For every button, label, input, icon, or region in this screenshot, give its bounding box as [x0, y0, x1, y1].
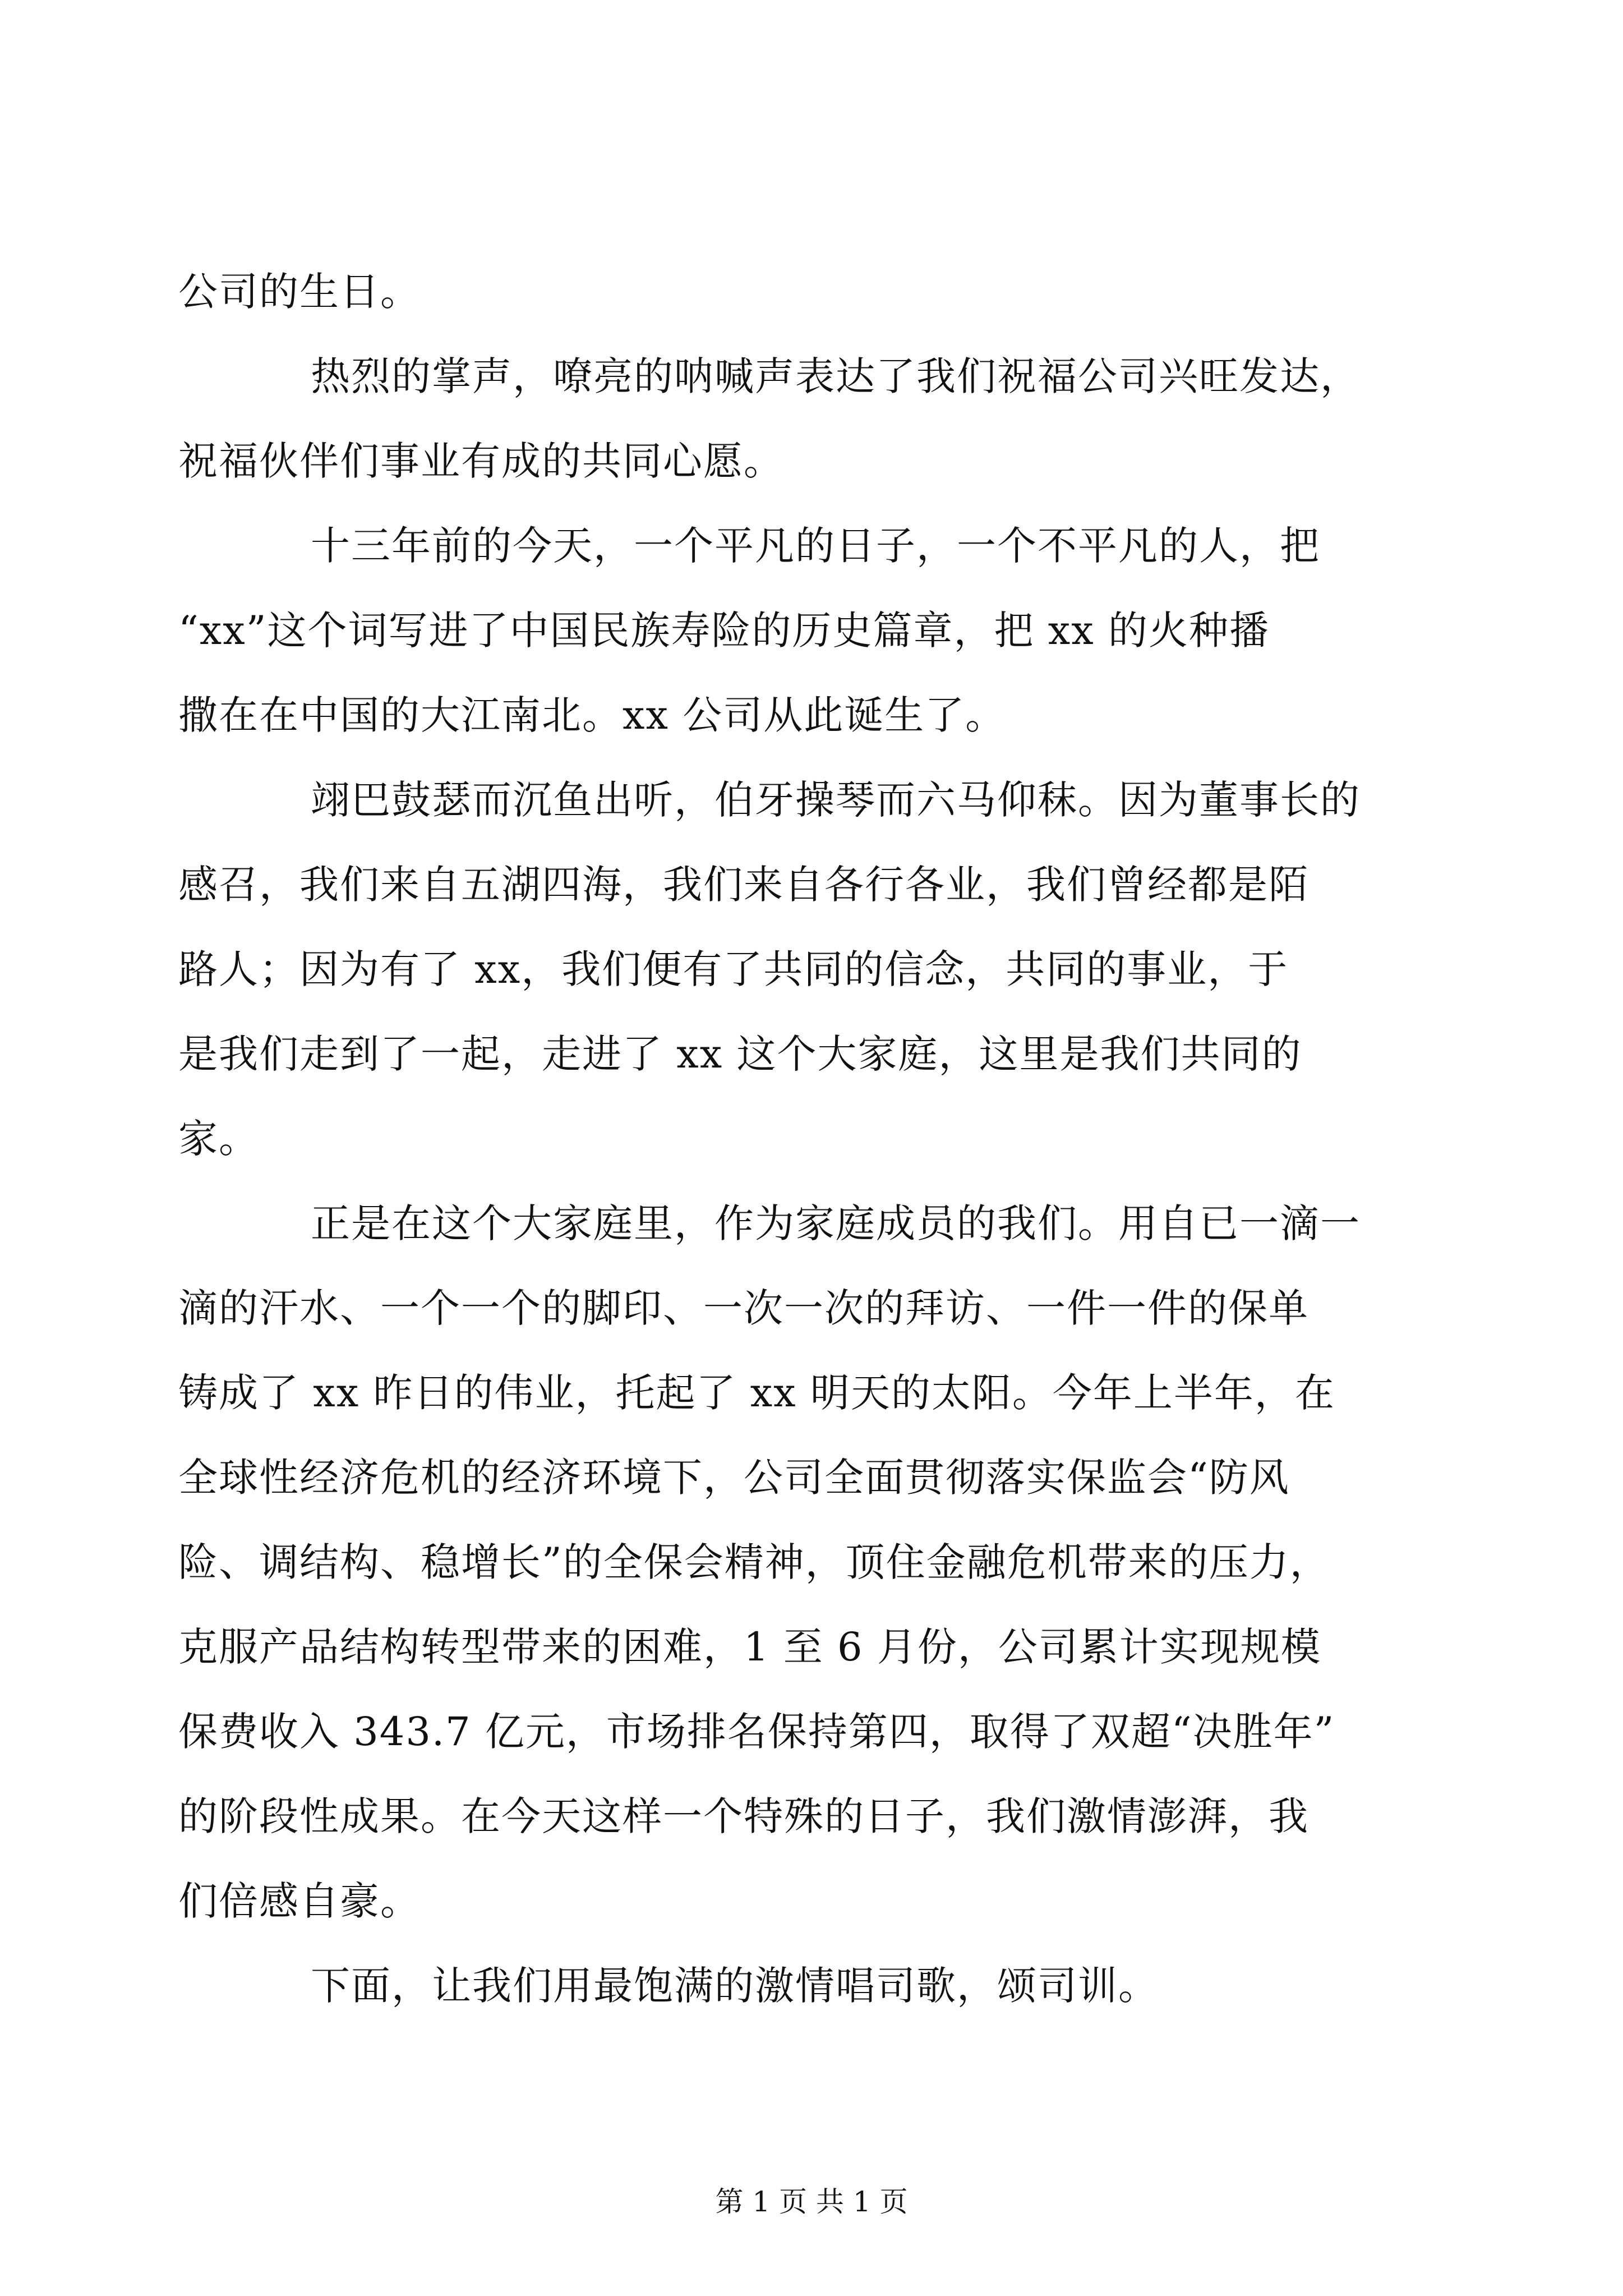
text-line: 路人；因为有了 xx，我们便有了共同的信念，共同的事业，于	[178, 946, 1289, 992]
text-line: 克服产品结构转型带来的困难，1 至 6 月份，公司累计实现规模	[178, 1624, 1321, 1670]
text-line: 正是在这个大家庭里，作为家庭成员的我们。用自已一滴一	[311, 1200, 1361, 1246]
page-footer: 第 1 页 共 1 页	[715, 2185, 908, 2218]
text-line: 家。	[178, 1116, 259, 1162]
text-line: 险、调结构、稳增长”的全保会精神，顶住金融危机带来的压力，	[178, 1539, 1330, 1585]
text-line: 保费收入 343.7 亿元，市场排名保持第四，取得了双超“决胜年”	[178, 1709, 1335, 1755]
text-line: 是我们走到了一起，走进了 xx 这个大家庭，这里是我们共同的	[178, 1031, 1302, 1077]
text-line: 十三年前的今天，一个平凡的日子，一个不平凡的人，把	[311, 523, 1320, 569]
text-line: 翊巴鼓瑟而沉鱼出听，伯牙操琴而六马仰秣。因为董事长的	[311, 777, 1361, 823]
text-line: 祝福伙伴们事业有成的共同心愿。	[178, 438, 784, 484]
text-line: 滴的汗水、一个一个的脚印、一次一次的拜访、一件一件的保单	[178, 1285, 1309, 1331]
text-line: 们倍感自豪。	[178, 1878, 421, 1924]
text-line: “xx”这个词写进了中国民族寿险的历史篇章，把 xx 的火种播	[178, 608, 1270, 654]
text-line: 热烈的掌声，嘹亮的呐喊声表达了我们祝福公司兴旺发达，	[311, 353, 1361, 399]
text-line: 下面，让我们用最饱满的激情唱司歌，颂司训。	[311, 1963, 1159, 2009]
text-line: 感召，我们来自五湖四海，我们来自各行各业，我们曾经都是陌	[178, 862, 1309, 908]
text-line: 撒在在中国的大江南北。xx 公司从此诞生了。	[178, 692, 1006, 738]
text-line: 的阶段性成果。在今天这样一个特殊的日子，我们激情澎湃，我	[178, 1793, 1309, 1839]
text-line: 全球性经济危机的经济环境下，公司全面贯彻落实保监会“防风	[178, 1455, 1290, 1501]
text-line: 铸成了 xx 昨日的伟业，托起了 xx 明天的太阳。今年上半年，在	[178, 1370, 1335, 1416]
text-line: 公司的生日。	[178, 269, 421, 315]
